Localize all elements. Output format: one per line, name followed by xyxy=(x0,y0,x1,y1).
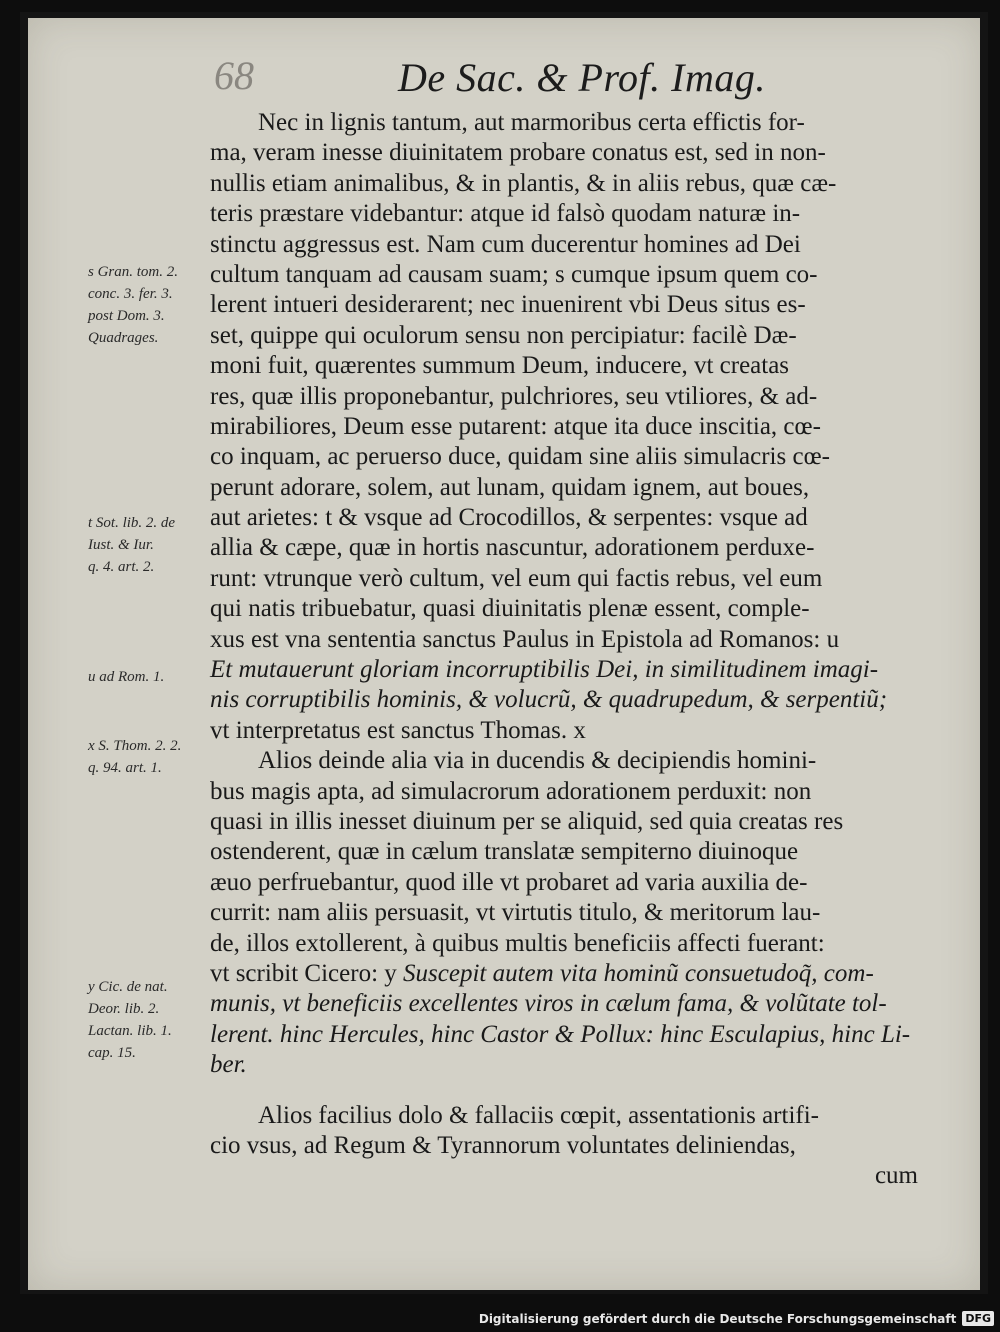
paragraph-3: Alios facilius dolo & fallaciis cœpit, assentationis artifi- cio vsus, ad Regum & Tyrannorum voluntates deliniendas, cum xyxy=(210,1101,918,1192)
marginal-note-u: u ad Rom. 1. xyxy=(88,669,165,685)
cicero-line: vt scribit Cicero: y Suscepit autem vita hominũ consuetudoq̃, com- xyxy=(210,959,874,987)
quote-romans: Et mutauerunt gloriam incorruptibilis Dei, in similitudinem imagi- xyxy=(210,656,879,684)
page-number: 68 xyxy=(214,53,254,98)
dfg-logo-icon: DFG xyxy=(962,1311,994,1326)
cicero-quote: Suscepit autem vita hominũ consuetudoq̃, com- xyxy=(403,959,874,987)
paragraph-2: Alios deinde alia via in ducendis & decipiendis homini- bus magis apta, ad simulacrorum adorationem perduxit: non quasi in illis inesset diuinum per se aliquid, sed quia creatas res ostenderent, quæ in cælum translatæ sempiterno diuinoque æuo perfruebantur, quod ille vt probaret ad varia auxilia de- currit: nam aliis persuasit, vt virtutis titulo, & meritorum lau- de, illos extollerent, à quibus multis beneficiis affecti fuerant: vt scribit Cicero: y Suscepit autem vita hominũ consuetudoq̃, com- munis, vt beneficiis excellentes viros in cælum fama, & volũtate tol- lerent. hinc Hercules, hinc Castor & Pollux: hinc Esculapius, hinc Li- ber. xyxy=(210,746,918,1080)
marginal-note-t: t Sot. lib. 2. de Iust. & Iur. q. 4. art. 2. xyxy=(88,515,176,575)
running-head: De Sac. & Prof. Imag. xyxy=(398,55,766,100)
marginal-note-y: y Cic. de nat. Deor. lib. 2. Lactan. lib. 1. cap. 15. xyxy=(88,979,172,1061)
digitization-footer xyxy=(479,1311,994,1326)
book-page xyxy=(28,18,980,1290)
paragraph-1: Nec in lignis tantum, aut marmoribus certa effictis for- ma, veram inesse diuinitatem probare conatus est, sed in non- nullis etiam animalibus, & in plantis, & in aliis rebus, quæ cæ- teris præstare videbantur: atque id falsò quodam naturæ in- stinctu aggressus est. Nam cum ducerentur homines ad Dei cultum tanquam ad causam suam; s cumque ipsum quem co- lerent intueri desiderarent; nec inuenirent vbi Deus situs es- set, quippe qui oculorum sensu non percipiatur: facilè Dæ- moni fuit, quærentes summum Deum, inducere, vt creatas res, quæ illis proponebantur, pulchriores, seu vtiliores, & ad- mirabiliores, Deum esse putarent: atque ita duce inscitia, cœ- co inquam, ac peruerso duce, quidam sine aliis simulacris cœ- perunt adorare, solem, aut lunam, quidam ignem, aut boues, aut arietes: t & vsque ad Crocodillos, & serpentes: vsque ad allia & cæpe, quæ in hortis nascuntur, adorationem perduxe- runt: vtrunque verò cultum, vel eum qui factis rebus, vel eum qui natis tribuebatur, quasi diuinitatis plenæ essent, comple- xus est vna sententia sanctus Paulus in Epistola ad Romanos: u Et mutauerunt gloriam incorruptibilis Dei, in similitudinem imagi- nis corruptibilis hominis, & volucrũ, & quadrupedum, & serpentiũ; vt interpretatus est sanctus Thomas. x xyxy=(210,108,918,746)
marginal-note-s: s Gran. tom. 2. conc. 3. fer. 3. post Dom. 3. Quadrages. xyxy=(88,264,179,346)
catchword: cum xyxy=(874,1162,918,1190)
marginal-note-x: x S. Thom. 2. 2. q. 94. art. 1. xyxy=(88,738,182,776)
body-text xyxy=(210,108,918,1192)
footer-text: Digitalisierung gefördert durch die Deutsche Forschungsgemeinschaft xyxy=(478,1311,957,1326)
